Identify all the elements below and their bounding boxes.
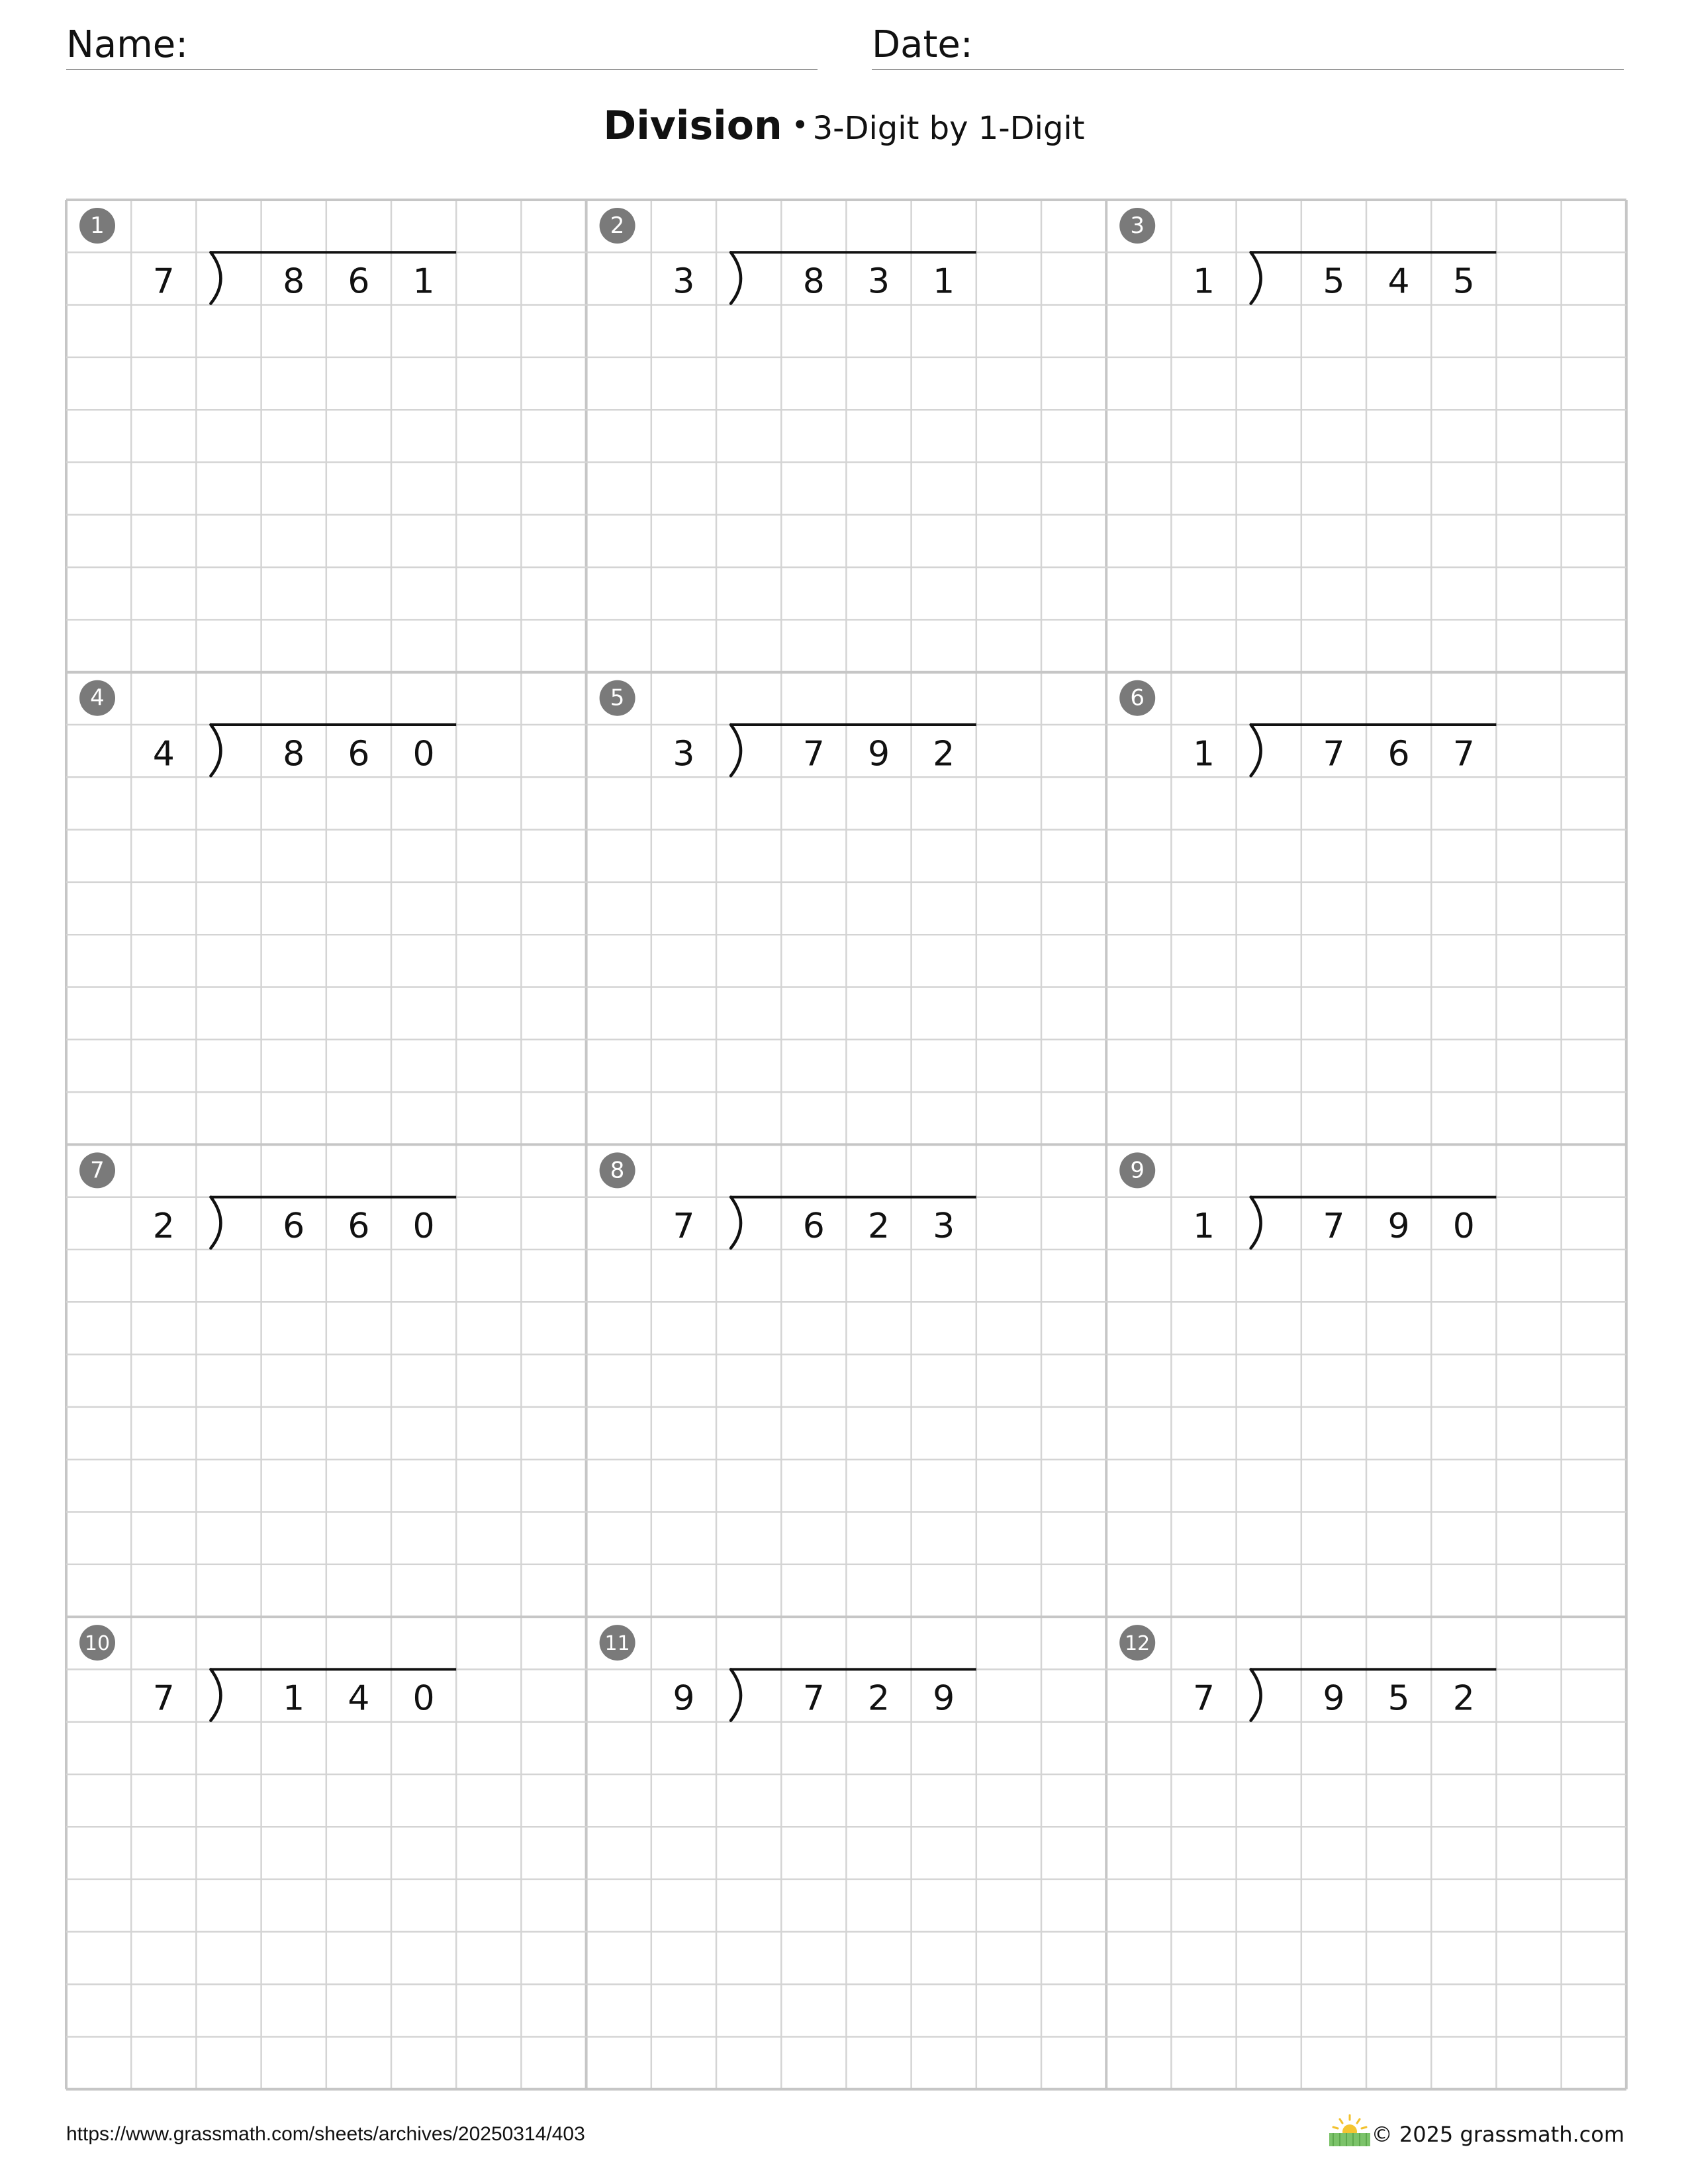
dividend-digit: 4 bbox=[1387, 261, 1410, 302]
dividend-digit: 9 bbox=[867, 734, 890, 774]
dividend-digit: 3 bbox=[933, 1206, 955, 1246]
division-bracket bbox=[1251, 252, 1261, 303]
division-bracket bbox=[211, 1669, 220, 1720]
dividend-digit: 2 bbox=[933, 734, 955, 774]
dividend-digit: 7 bbox=[1323, 1206, 1345, 1246]
problem-number: 6 bbox=[1130, 684, 1145, 711]
division-bracket bbox=[731, 1197, 741, 1248]
dividend-digit: 6 bbox=[348, 1206, 370, 1246]
problem-number: 10 bbox=[84, 1632, 111, 1656]
dividend-digit: 7 bbox=[1323, 734, 1345, 774]
divisor-digit: 1 bbox=[1192, 734, 1215, 774]
dividend-digit: 6 bbox=[1387, 734, 1410, 774]
problem-number: 1 bbox=[90, 212, 105, 239]
dividend-digit: 0 bbox=[1452, 1206, 1475, 1246]
divisor-digit: 7 bbox=[152, 261, 175, 302]
dividend-digit: 0 bbox=[412, 734, 435, 774]
division-bracket bbox=[211, 252, 220, 303]
dividend-digit: 2 bbox=[867, 1206, 890, 1246]
dividend-digit: 9 bbox=[933, 1678, 955, 1719]
dividend-digit: 6 bbox=[348, 261, 370, 302]
dividend-digit: 8 bbox=[283, 734, 305, 774]
dividend-digit: 0 bbox=[412, 1206, 435, 1246]
dividend-digit: 9 bbox=[1323, 1678, 1345, 1719]
divisor-digit: 4 bbox=[152, 734, 175, 774]
dividend-digit: 7 bbox=[802, 1678, 825, 1719]
name-label: Name: bbox=[66, 23, 189, 66]
dividend-digit: 4 bbox=[348, 1678, 370, 1719]
divisor-digit: 2 bbox=[152, 1206, 175, 1246]
date-label: Date: bbox=[872, 23, 973, 66]
problem-number: 12 bbox=[1125, 1632, 1150, 1656]
divisor-digit: 7 bbox=[1192, 1678, 1215, 1719]
problem-number: 4 bbox=[90, 684, 105, 711]
dividend-digit: 7 bbox=[802, 734, 825, 774]
divisor-digit: 7 bbox=[152, 1678, 175, 1719]
problem-number: 8 bbox=[610, 1157, 625, 1184]
title-main: Division bbox=[603, 103, 782, 149]
dividend-digit: 5 bbox=[1387, 1678, 1410, 1719]
problem-number: 3 bbox=[1130, 212, 1145, 239]
dividend-digit: 0 bbox=[412, 1678, 435, 1719]
division-bracket bbox=[1251, 1669, 1261, 1720]
division-bracket bbox=[1251, 1197, 1261, 1248]
problem-number: 7 bbox=[90, 1157, 105, 1184]
dividend-digit: 1 bbox=[933, 261, 955, 302]
division-bracket bbox=[211, 725, 220, 776]
footer-url: https://www.grassmath.com/sheets/archives/20250314/403 bbox=[66, 2123, 585, 2145]
problem-number: 5 bbox=[610, 684, 625, 711]
division-bracket bbox=[211, 1197, 220, 1248]
divisor-digit: 1 bbox=[1192, 261, 1215, 302]
dividend-digit: 6 bbox=[348, 734, 370, 774]
divisor-digit: 7 bbox=[673, 1206, 695, 1246]
dividend-digit: 9 bbox=[1387, 1206, 1410, 1246]
divisor-digit: 9 bbox=[673, 1678, 695, 1719]
division-bracket bbox=[731, 252, 741, 303]
dividend-digit: 3 bbox=[867, 261, 890, 302]
footer-copyright: © 2025 grassmath.com bbox=[1371, 2122, 1624, 2147]
dividend-digit: 6 bbox=[283, 1206, 305, 1246]
problem-number: 11 bbox=[604, 1632, 630, 1656]
dividend-digit: 1 bbox=[283, 1678, 305, 1719]
dividend-digit: 6 bbox=[802, 1206, 825, 1246]
divisor-digit: 1 bbox=[1192, 1206, 1215, 1246]
dividend-digit: 7 bbox=[1452, 734, 1475, 774]
title-subtitle: 3-Digit by 1-Digit bbox=[812, 110, 1085, 147]
dividend-digit: 5 bbox=[1452, 261, 1475, 302]
dividend-digit: 2 bbox=[1452, 1678, 1475, 1719]
division-bracket bbox=[731, 1669, 741, 1720]
title-separator: • bbox=[791, 109, 809, 142]
divisor-digit: 3 bbox=[673, 261, 695, 302]
dividend-digit: 1 bbox=[412, 261, 435, 302]
problem-number: 2 bbox=[610, 212, 625, 239]
problem-number: 9 bbox=[1130, 1157, 1145, 1184]
dividend-digit: 8 bbox=[283, 261, 305, 302]
grass-sun-logo-icon bbox=[1327, 2111, 1373, 2148]
divisor-digit: 3 bbox=[673, 734, 695, 774]
division-bracket bbox=[731, 725, 741, 776]
division-bracket bbox=[1251, 725, 1261, 776]
dividend-digit: 2 bbox=[867, 1678, 890, 1719]
dividend-digit: 5 bbox=[1323, 261, 1345, 302]
dividend-digit: 8 bbox=[802, 261, 825, 302]
